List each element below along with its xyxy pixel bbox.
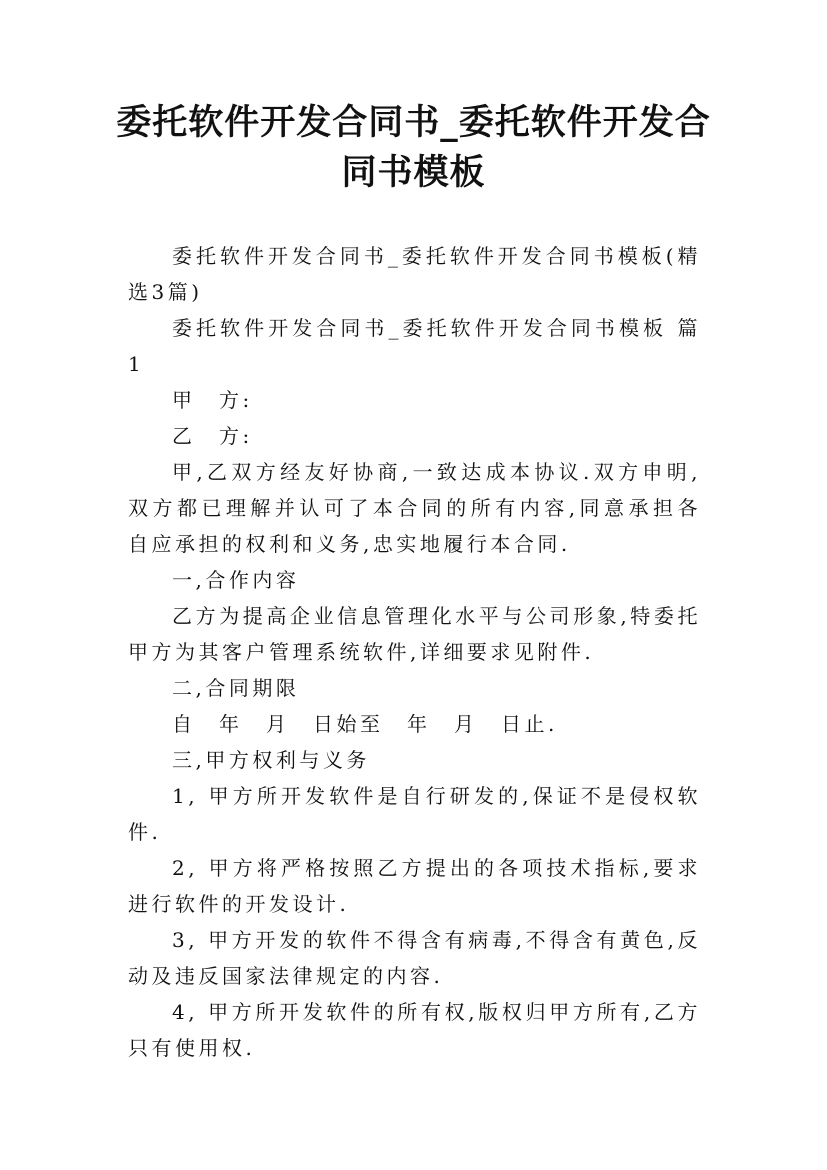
- paragraph-subtitle: 委托软件开发合同书_委托软件开发合同书模板(精选3篇): [128, 244, 701, 304]
- clause-3: 3, 甲方开发的软件不得含有病毒,不得含有黄色,反动及违反国家法律规定的内容.: [128, 928, 701, 988]
- heading-party-a-rights: 三,甲方权利与义务: [172, 748, 370, 772]
- document-body: [128, 238, 701, 1066]
- clause-4: 4, 甲方所开发软件的所有权,版权归甲方所有,乙方只有使用权.: [128, 1000, 701, 1060]
- paragraph-preamble: 甲,乙双方经友好协商,一致达成本协议.双方申明,双方都已理解并认可了本合同的所有内容,同意承担各自应承担的权利和义务,忠实地履行本合同.: [128, 460, 701, 556]
- clause-1: 1, 甲方所开发软件是自行研发的,保证不是侵权软件.: [128, 784, 701, 844]
- heading-cooperation: 一,合作内容: [172, 568, 300, 592]
- paragraph-term: 自 年 月 日始至 年 月 日止.: [172, 712, 558, 736]
- document-title: 委托软件开发合同书_委托软件开发合同书模板: [116, 102, 711, 193]
- paragraph-section-heading: 委托软件开发合同书_委托软件开发合同书模板 篇1: [128, 316, 701, 376]
- party-b-line: 乙 方:: [172, 424, 253, 448]
- clause-2: 2, 甲方将严格按照乙方提出的各项技术指标,要求进行软件的开发设计.: [128, 856, 701, 916]
- party-a-line: 甲 方:: [172, 388, 253, 412]
- heading-term: 二,合同期限: [172, 676, 300, 700]
- paragraph-cooperation: 乙方为提高企业信息管理化水平与公司形象,特委托甲方为其客户管理系统软件,详细要求见附件.: [128, 604, 701, 664]
